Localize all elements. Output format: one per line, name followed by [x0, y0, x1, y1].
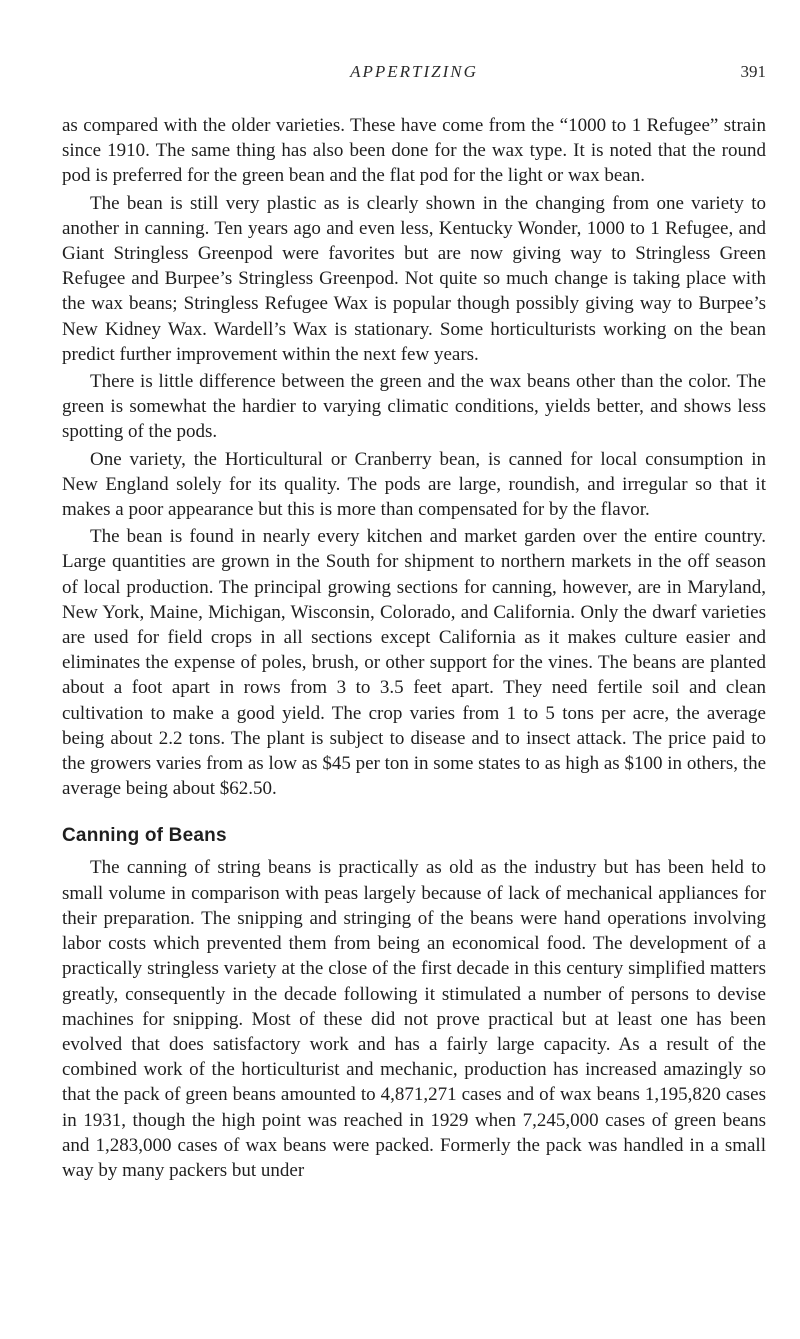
page-number: 391	[740, 62, 766, 81]
section-heading: Canning of Beans	[62, 825, 227, 847]
body-text	[62, 113, 766, 1183]
paragraph-continued: as compared with the older varieties. These have come from the “1000 to 1 Refugee” strain since 1910. The same thing has also been done for the wax type. It is noted that the round pod is preferred for the green bean and the flat pod for the light or wax bean.	[62, 115, 766, 187]
paragraph-canning-of-beans: The canning of string beans is practically as old as the industry but has been held to small volume in comparison with peas largely because of lack of mechanical appliances for their preparation. The snipping and stringing of the beans were hand operations involving labor costs which prevented them from being an economical food. The development of a practically stringless variety at the close of the first decade in this century simplified matters greatly, consequently in the decade following it stimulated a number of persons to devise machines for snipping. Most of these did not prove practical but at least one has been evolved that does satisfactory work and has a fairly large capacity. As a result of the combined work of the horticulturist and mechanic, production has increased amazingly so that the pack of green beans amounted to 4,871,271 cases and of wax beans 1,195,820 cases in 1931, though the high point was reached in 1929 when 7,245,000 cases of green beans and 1,283,000 cases of wax beans were packed. Formerly the pack was handled in a small way by many packers but under	[62, 857, 766, 1181]
paragraph-horticultural-bean: One variety, the Horticultural or Cranberry bean, is canned for local consumption in New England solely for its quality. The pods are large, roundish, and irregular so that it makes a poor appearance but this is more than compensated for by the flavor.	[62, 448, 766, 521]
paragraph-bean-plasticity: The bean is still very plastic as is clearly shown in the changing from one variety to another in canning. Ten years ago and even less, Kentucky Wonder, 1000 to 1 Refugee, and Giant Stringless Greenpod were favorites but are now giving way to Stringless Green Refugee and Burpee’s Stringless Greenpod. Not quite so much change is taking place with the wax beans; Stringless Refugee Wax is popular though possibly giving way to Burpee’s New Kidney Wax. Wardell’s Wax is stationary. Some horticulturists working on the bean predict further improvement within the next few years.	[62, 192, 766, 365]
running-title: APPERTIZING	[350, 62, 478, 81]
running-head	[62, 62, 766, 90]
paragraph-green-vs-wax: There is little difference between the green and the wax beans other than the color. The green is somewhat the hardier to varying climatic conditions, yields better, and shows less spotting of the pods.	[62, 371, 766, 443]
paragraph-growing-sections: The bean is found in nearly every kitchen and market garden over the entire country. Large quantities are grown in the South for shipment to northern markets in the off season of local production. The principal growing sections for canning, however, are in Maryland, New York, Maine, Michigan, Wisconsin, Colorado, and California. Only the dwarf varieties are used for field crops in all sections except California as it makes culture easier and eliminates the expense of poles, brush, or other support for the vines. The beans are planted about a foot apart in rows from 3 to 3.5 feet apart. They need fertile soil and clean cultivation to make a good yield. The crop varies from 1 to 5 tons per acre, the average being about 2.2 tons. The plant is subject to disease and to insect attack. The price paid to the growers varies from as low as $45 per ton in some states to as high as $100 in others, the average being about $62.50.	[62, 526, 766, 800]
